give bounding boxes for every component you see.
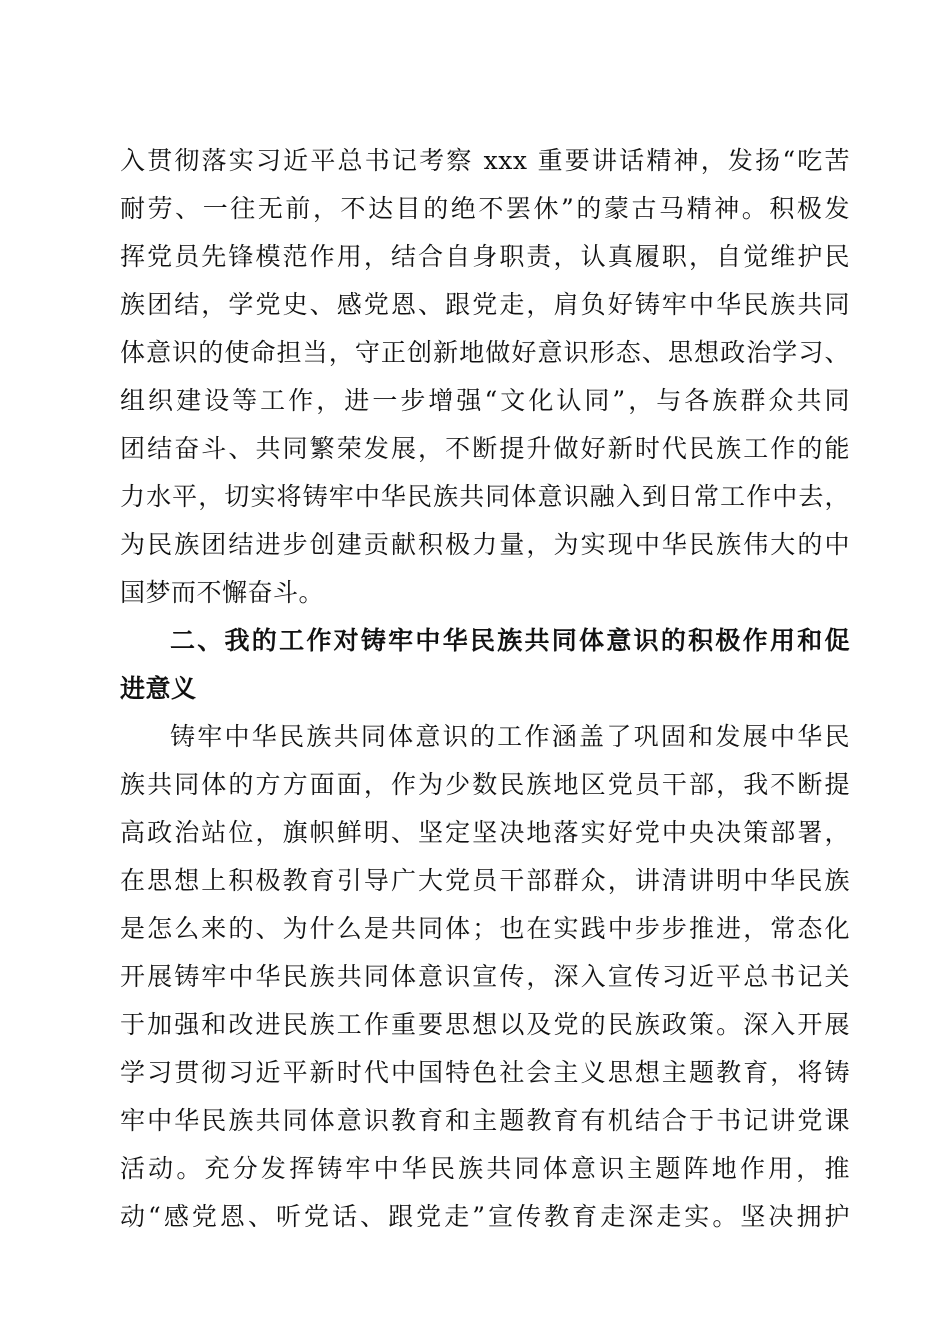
- paragraph-2-line-4: 在思想上积极教育引导广大党员干部群众，讲清讲明中华民族: [120, 866, 850, 895]
- paragraph-2-line-1: 铸牢中华民族共同体意识的工作涵盖了巩固和发展中华民: [170, 722, 850, 751]
- paragraph-1-line-8: 力水平，切实将铸牢中华民族共同体意识融入到日常工作中去，: [120, 482, 850, 511]
- paragraph-2-line-10: 活动。充分发挥铸牢中华民族共同体意识主题阵地作用，推: [120, 1154, 850, 1183]
- paragraph-1-line-5: 体意识的使命担当，守正创新地做好意识形态、思想政治学习、: [120, 338, 850, 367]
- paragraph-2-line-5: 是怎么来的、为什么是共同体；也在实践中步步推进，常态化: [120, 914, 850, 943]
- paragraph-2-line-8: 学习贯彻习近平新时代中国特色社会主义思想主题教育，将铸: [120, 1058, 850, 1087]
- section-heading-line-2: 进意义: [120, 674, 197, 703]
- paragraph-1-line-3: 挥党员先锋模范作用，结合自身职责，认真履职，自觉维护民: [120, 242, 850, 271]
- paragraph-1-line-6: 组织建设等工作，进一步增强“文化认同”，与各族群众共同: [120, 386, 850, 415]
- paragraph-2-line-9: 牢中华民族共同体意识教育和主题教育有机结合于书记讲党课: [120, 1106, 850, 1135]
- paragraph-1-line-9: 为民族团结进步创建贡献积极力量，为实现中华民族伟大的中: [120, 530, 850, 559]
- section-heading-line-1: 二、我的工作对铸牢中华民族共同体意识的积极作用和促: [170, 626, 850, 655]
- paragraph-2-line-2: 族共同体的方方面面，作为少数民族地区党员干部，我不断提: [120, 770, 850, 799]
- paragraph-1-line-7: 团结奋斗、共同繁荣发展，不断提升做好新时代民族工作的能: [120, 434, 850, 463]
- paragraph-2-line-11: 动“感党恩、听党话、跟党走”宣传教育走深走实。坚决拥护: [120, 1202, 850, 1231]
- paragraph-1-line-1: 入贯彻落实习近平总书记考察 xxx 重要讲话精神，发扬“吃苦: [120, 146, 850, 175]
- paragraph-2-line-6: 开展铸牢中华民族共同体意识宣传，深入宣传习近平总书记关: [120, 962, 850, 991]
- paragraph-2-line-7: 于加强和改进民族工作重要思想以及党的民族政策。深入开展: [120, 1010, 850, 1039]
- paragraph-2-line-3: 高政治站位，旗帜鲜明、坚定坚决地落实好党中央决策部署，: [120, 818, 850, 847]
- paragraph-1-line-10: 国梦而不懈奋斗。: [120, 578, 325, 607]
- paragraph-1-line-2: 耐劳、一往无前，不达目的绝不罢休”的蒙古马精神。积极发: [120, 194, 850, 223]
- paragraph-1-line-4: 族团结，学党史、感党恩、跟党走，肩负好铸牢中华民族共同: [120, 290, 850, 319]
